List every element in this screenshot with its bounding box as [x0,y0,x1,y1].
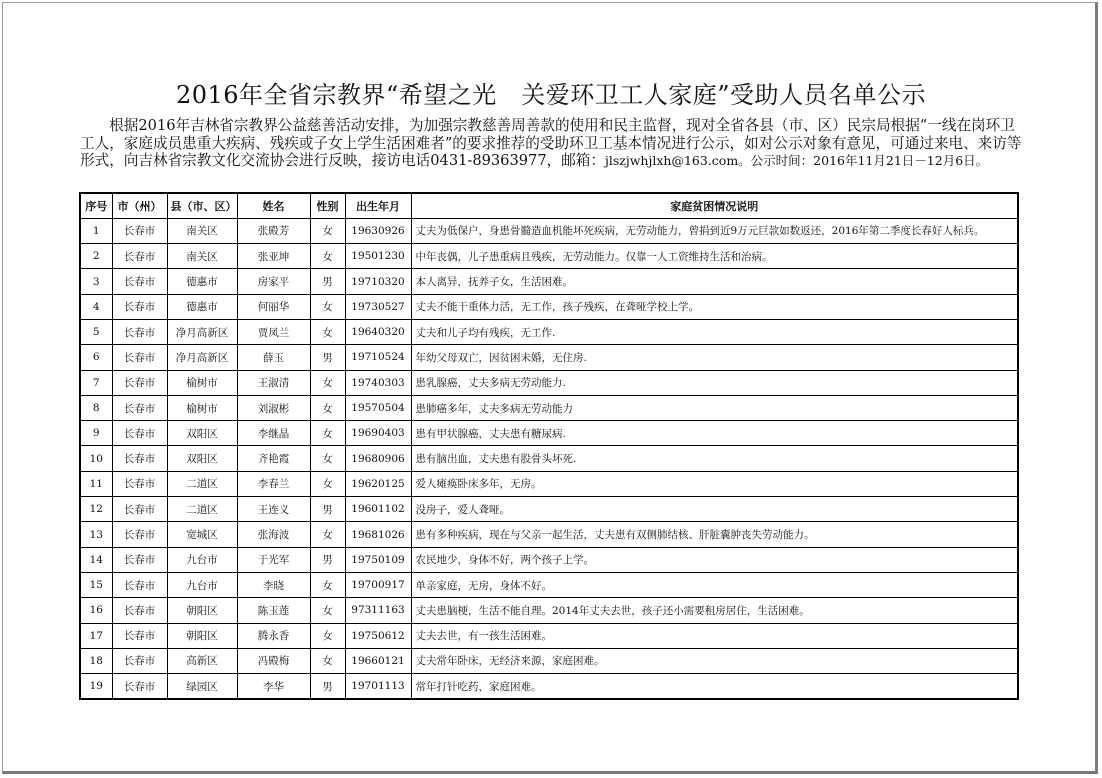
header-cell: 性别 [310,193,345,218]
city-cell: 长春市 [112,674,167,699]
name-cell: 冯殿梅 [237,648,310,673]
row-number-cell: 10 [80,446,112,471]
birth-date-cell: 19710524 [345,345,411,370]
situation-cell: 患有多种疾病，现在与父亲一起生活，丈夫患有双侧肺结核、肝脏囊肿丧失劳动能力。 [411,522,1018,547]
city-cell: 长春市 [112,446,167,471]
district-cell: 德惠市 [167,269,237,294]
row-number-cell: 9 [80,421,112,446]
situation-cell: 丈夫常年卧床，无经济来源，家庭困难。 [411,648,1018,673]
name-cell: 于光军 [237,547,310,572]
row-number-cell: 4 [80,294,112,319]
gender-cell: 女 [310,648,345,673]
birth-date-cell: 19601102 [345,497,411,522]
district-cell: 榆树市 [167,370,237,395]
gender-cell: 女 [310,623,345,648]
row-number-cell: 8 [80,395,112,420]
birth-date-cell: 19501230 [345,244,411,269]
district-cell: 九台市 [167,547,237,572]
name-cell: 刘淑彬 [237,395,310,420]
city-cell: 长春市 [112,218,167,243]
name-cell: 张殿芳 [237,218,310,243]
name-cell: 李继晶 [237,421,310,446]
city-cell: 长春市 [112,572,167,597]
header-cell: 姓名 [237,193,310,218]
birth-date-cell: 19750109 [345,547,411,572]
situation-cell: 患乳腺癌，丈夫多病无劳动能力. [411,370,1018,395]
table-row [80,395,1018,420]
birth-date-cell: 19700917 [345,572,411,597]
header-cell: 序号 [80,193,112,218]
district-cell: 高新区 [167,648,237,673]
table-row [80,471,1018,496]
birth-date-cell: 19680906 [345,446,411,471]
document-title: 2016年全省宗教界“希望之光 关爱环卫工人家庭”受助人员名单公示 [175,81,927,109]
table-row [80,244,1018,269]
gender-cell: 女 [310,218,345,243]
gender-cell: 男 [310,269,345,294]
name-cell: 张海波 [237,522,310,547]
situation-cell: 爱人瘫痪卧床多年，无房。 [411,471,1018,496]
birth-date-cell: 19710320 [345,269,411,294]
row-number-cell: 1 [80,218,112,243]
table-row [80,522,1018,547]
situation-cell: 本人离异，抚养子女，生活困难。 [411,269,1018,294]
city-cell: 长春市 [112,648,167,673]
birth-date-cell: 19681026 [345,522,411,547]
district-cell: 宽城区 [167,522,237,547]
city-cell: 长春市 [112,319,167,344]
district-cell: 双阳区 [167,421,237,446]
gender-cell: 女 [310,598,345,623]
table-row [80,446,1018,471]
table-row [80,572,1018,597]
gender-cell: 女 [310,294,345,319]
city-cell: 长春市 [112,598,167,623]
name-cell: 何丽华 [237,294,310,319]
situation-cell: 丈夫和儿子均有残疾，无工作. [411,319,1018,344]
row-number-cell: 6 [80,345,112,370]
name-cell: 腾永香 [237,623,310,648]
gender-cell: 女 [310,395,345,420]
row-number-cell: 12 [80,497,112,522]
gender-cell: 女 [310,572,345,597]
intro-text: 根据2016年吉林省宗教界公益慈善活动安排，为加强宗教慈善周善款的使用和民主监督，现对全省各县（市、区）民宗局根据“一线在岗环卫工人，家庭成员患重大疾病、残疾或子女上学生活困难者”的要求推荐的受助环卫工基本情况进行公示，如对公示对象有意见，可通过来电、来访等形式，向吉林省宗教文化交流协会进行反映，接访电话0431-89363977，邮箱： [80,117,1022,169]
situation-cell: 农民地少，身体不好，两个孩子上学。 [411,547,1018,572]
situation-cell: 丈夫为低保户，身患骨髓造血机能坏死疾病，无劳动能力，曾捐到近9万元巨款如数返还，2016年第二季度长春好人标兵。 [411,218,1018,243]
table-row [80,598,1018,623]
birth-date-cell: 19701113 [345,674,411,699]
birth-date-cell: 19570504 [345,395,411,420]
district-cell: 南关区 [167,244,237,269]
situation-cell: 丈夫患脑梗，生活不能自理。2014年丈夫去世，孩子还小需要租房居住，生活困难。 [411,598,1018,623]
row-number-cell: 15 [80,572,112,597]
gender-cell: 男 [310,497,345,522]
birth-date-cell: 19640320 [345,319,411,344]
birth-date-cell: 19730527 [345,294,411,319]
city-cell: 长春市 [112,395,167,420]
situation-cell: 年幼父母双亡，因贫困未婚，无住房. [411,345,1018,370]
table-row [80,269,1018,294]
district-cell: 九台市 [167,572,237,597]
city-cell: 长春市 [112,547,167,572]
table-row [80,674,1018,699]
birth-date-cell: 19690403 [345,421,411,446]
row-number-cell: 3 [80,269,112,294]
city-cell: 长春市 [112,522,167,547]
district-cell: 绿园区 [167,674,237,699]
district-cell: 南关区 [167,218,237,243]
district-cell: 朝阳区 [167,623,237,648]
situation-cell: 丈夫不能干重体力活，无工作，孩子残疾，在聋哑学校上学。 [411,294,1018,319]
gender-cell: 男 [310,547,345,572]
birth-date-cell: 19630926 [345,218,411,243]
name-cell: 李春兰 [237,471,310,496]
table-row [80,648,1018,673]
gender-cell: 女 [310,370,345,395]
header-cell: 县（市、区） [167,193,237,218]
name-cell: 李华 [237,674,310,699]
row-number-cell: 11 [80,471,112,496]
table-row [80,497,1018,522]
gender-cell: 男 [310,674,345,699]
city-cell: 长春市 [112,269,167,294]
city-cell: 长春市 [112,421,167,446]
name-cell: 房家平 [237,269,310,294]
header-cell: 出生年月 [345,193,411,218]
district-cell: 双阳区 [167,446,237,471]
situation-cell: 患肺癌多年，丈夫多病无劳动能力 [411,395,1018,420]
city-cell: 长春市 [112,471,167,496]
name-cell: 齐艳霞 [237,446,310,471]
city-cell: 长春市 [112,244,167,269]
table-row [80,294,1018,319]
row-number-cell: 2 [80,244,112,269]
table-row [80,421,1018,446]
situation-cell: 单亲家庭，无房，身体不好。 [411,572,1018,597]
name-cell: 张亚坤 [237,244,310,269]
row-number-cell: 14 [80,547,112,572]
table-row [80,623,1018,648]
birth-date-cell: 97311163 [345,598,411,623]
city-cell: 长春市 [112,370,167,395]
recipient-table [79,192,1019,700]
gender-cell: 女 [310,421,345,446]
city-cell: 长春市 [112,345,167,370]
city-cell: 长春市 [112,294,167,319]
name-cell: 薛玉 [237,345,310,370]
table-body [80,218,1018,699]
intro-paragraph [80,117,1024,170]
district-cell: 二道区 [167,471,237,496]
gender-cell: 女 [310,522,345,547]
table-row [80,319,1018,344]
birth-date-cell: 19660121 [345,648,411,673]
district-cell: 二道区 [167,497,237,522]
birth-date-cell: 19620125 [345,471,411,496]
district-cell: 净月高新区 [167,345,237,370]
row-number-cell: 17 [80,623,112,648]
table-header-row [80,193,1018,218]
situation-cell: 患有脑出血，丈夫患有股骨头坏死. [411,446,1018,471]
district-cell: 朝阳区 [167,598,237,623]
table-row [80,218,1018,243]
situation-cell: 常年打针吃药，家庭困难。 [411,674,1018,699]
district-cell: 净月高新区 [167,319,237,344]
name-cell: 陈玉莲 [237,598,310,623]
name-cell: 李晓 [237,572,310,597]
situation-cell: 患有甲状腺癌，丈夫患有糖尿病. [411,421,1018,446]
gender-cell: 女 [310,244,345,269]
birth-date-cell: 19750612 [345,623,411,648]
gender-cell: 女 [310,446,345,471]
birth-date-cell: 19740303 [345,370,411,395]
table-row [80,547,1018,572]
district-cell: 榆树市 [167,395,237,420]
district-cell: 德惠市 [167,294,237,319]
name-cell: 王连义 [237,497,310,522]
table-row [80,345,1018,370]
name-cell: 王淑清 [237,370,310,395]
row-number-cell: 19 [80,674,112,699]
header-cell: 市（州） [112,193,167,218]
row-number-cell: 7 [80,370,112,395]
row-number-cell: 18 [80,648,112,673]
gender-cell: 男 [310,345,345,370]
situation-cell: 没房子，爱人聋哑。 [411,497,1018,522]
header-cell: 家庭贫困情况说明 [411,193,1018,218]
table-row [80,370,1018,395]
name-cell: 贾凤兰 [237,319,310,344]
row-number-cell: 16 [80,598,112,623]
gender-cell: 女 [310,319,345,344]
city-cell: 长春市 [112,497,167,522]
situation-cell: 丈夫去世，有一孩生活困难。 [411,623,1018,648]
row-number-cell: 5 [80,319,112,344]
gender-cell: 女 [310,471,345,496]
city-cell: 长春市 [112,623,167,648]
intro-contact-and-period: jlszjwhjlxh@163.com。公示时间：2016年11月21日－12月6日。 [604,153,989,168]
row-number-cell: 13 [80,522,112,547]
situation-cell: 中年丧偶，儿子患重病且残疾，无劳动能力。仅靠一人工资维持生活和治病。 [411,244,1018,269]
